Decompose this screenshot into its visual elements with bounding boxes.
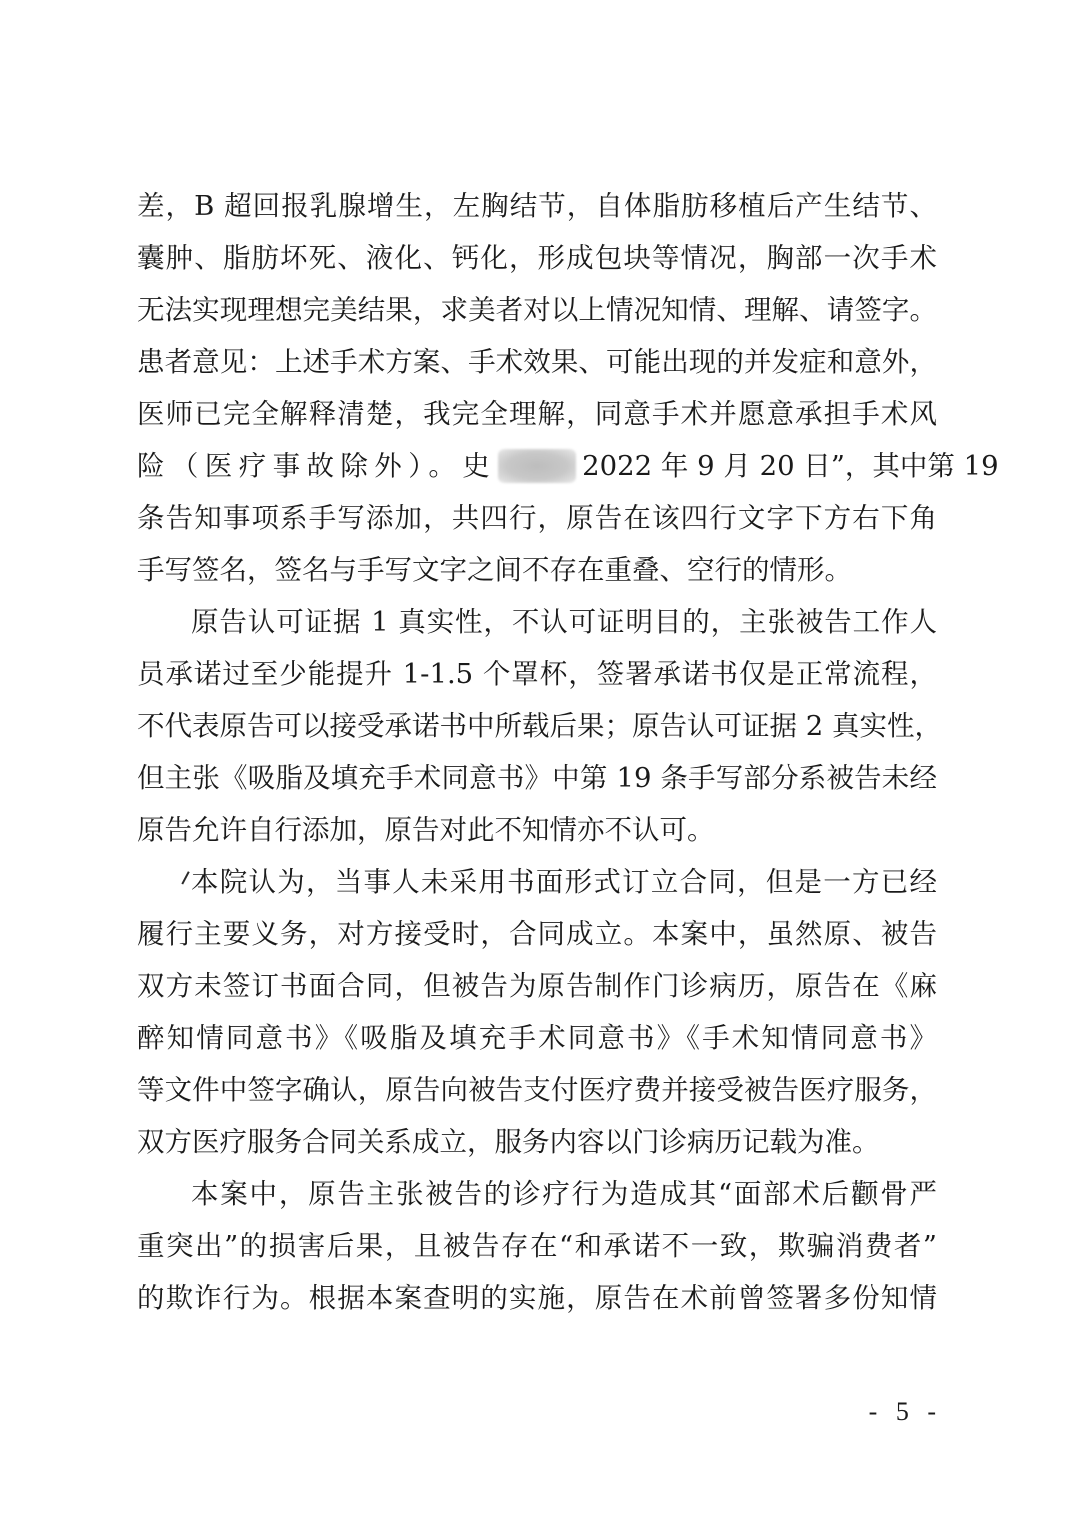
text-line-6 xyxy=(137,440,999,492)
paragraph-2-line-1: 原告认可证据 1 真实性，不认可证明目的，主张被告工作人 xyxy=(191,606,937,638)
paragraph-2-line-3: 不代表原告可以接受承诺书中所载后果；原告认可证据 2 真实性， xyxy=(137,710,942,742)
text-line-5: 医师已完全解释清楚，我完全理解，同意手术并愿意承担手术风 xyxy=(137,398,937,430)
text-line-4: 患者意见：上述手术方案、手术效果、可能出现的并发症和意外， xyxy=(137,346,937,378)
redacted-name-blur xyxy=(498,449,576,483)
text-line-8: 手写签名，签名与手写文字之间不存在重叠、空行的情形。 xyxy=(137,554,852,586)
paragraph-3-line-4: 醉知情同意书》《吸脂及填充手术同意书》《手术知情同意书》 xyxy=(137,1022,937,1054)
text-line-6-before-redaction: 险（医疗事故除外）。史 xyxy=(137,450,497,482)
text-line-1: 差，B 超回报乳腺增生，左胸结节，自体脂肪移植后产生结节、 xyxy=(137,190,937,222)
paragraph-4-line-3: 的欺诈行为。根据本案查明的实施，原告在术前曾签署多份知情 xyxy=(137,1282,937,1314)
paragraph-3-line-6: 双方医疗服务合同关系成立，服务内容以门诊病历记载为准。 xyxy=(137,1126,880,1158)
paragraph-4-line-1: 本案中，原告主张被告的诊疗行为造成其“面部术后颧骨严 xyxy=(191,1178,937,1210)
paragraph-4-line-2: 重突出”的损害后果，且被告存在“和承诺不一致，欺骗消费者” xyxy=(137,1230,937,1262)
paragraph-3-line-5: 等文件中签字确认，原告向被告支付医疗费并接受被告医疗服务， xyxy=(137,1074,937,1106)
paragraph-2-line-2: 员承诺过至少能提升 1-1.5 个罩杯，签署承诺书仅是正常流程， xyxy=(137,658,937,690)
paragraph-3-line-2: 履行主要义务，对方接受时，合同成立。本案中，虽然原、被告 xyxy=(137,918,937,950)
text-line-3: 无法实现理想完美结果，求美者对以上情况知情、理解、请签字。 xyxy=(137,294,937,326)
text-line-7: 条告知事项系手写添加，共四行，原告在该四行文字下方右下角 xyxy=(137,502,937,534)
paragraph-3-line-1: 本院认为，当事人未采用书面形式订立合同，但是一方已经 xyxy=(191,866,937,898)
text-line-2: 囊肿、脂肪坏死、液化、钙化，形成包块等情况，胸部一次手术 xyxy=(137,242,937,274)
paragraph-2-line-4: 但主张《吸脂及填充手术同意书》中第 19 条手写部分系被告未经 xyxy=(137,762,937,794)
text-line-6-after-redaction: 2022 年 9 月 20 日”，其中第 19 xyxy=(582,450,999,482)
paragraph-3-line-3: 双方未签订书面合同，但被告为原告制作门诊病历，原告在《麻 xyxy=(137,970,937,1002)
page-number: - 5 - xyxy=(868,1397,942,1426)
paragraph-2-line-5: 原告允许自行添加，原告对此不知情亦不认可。 xyxy=(137,814,715,846)
